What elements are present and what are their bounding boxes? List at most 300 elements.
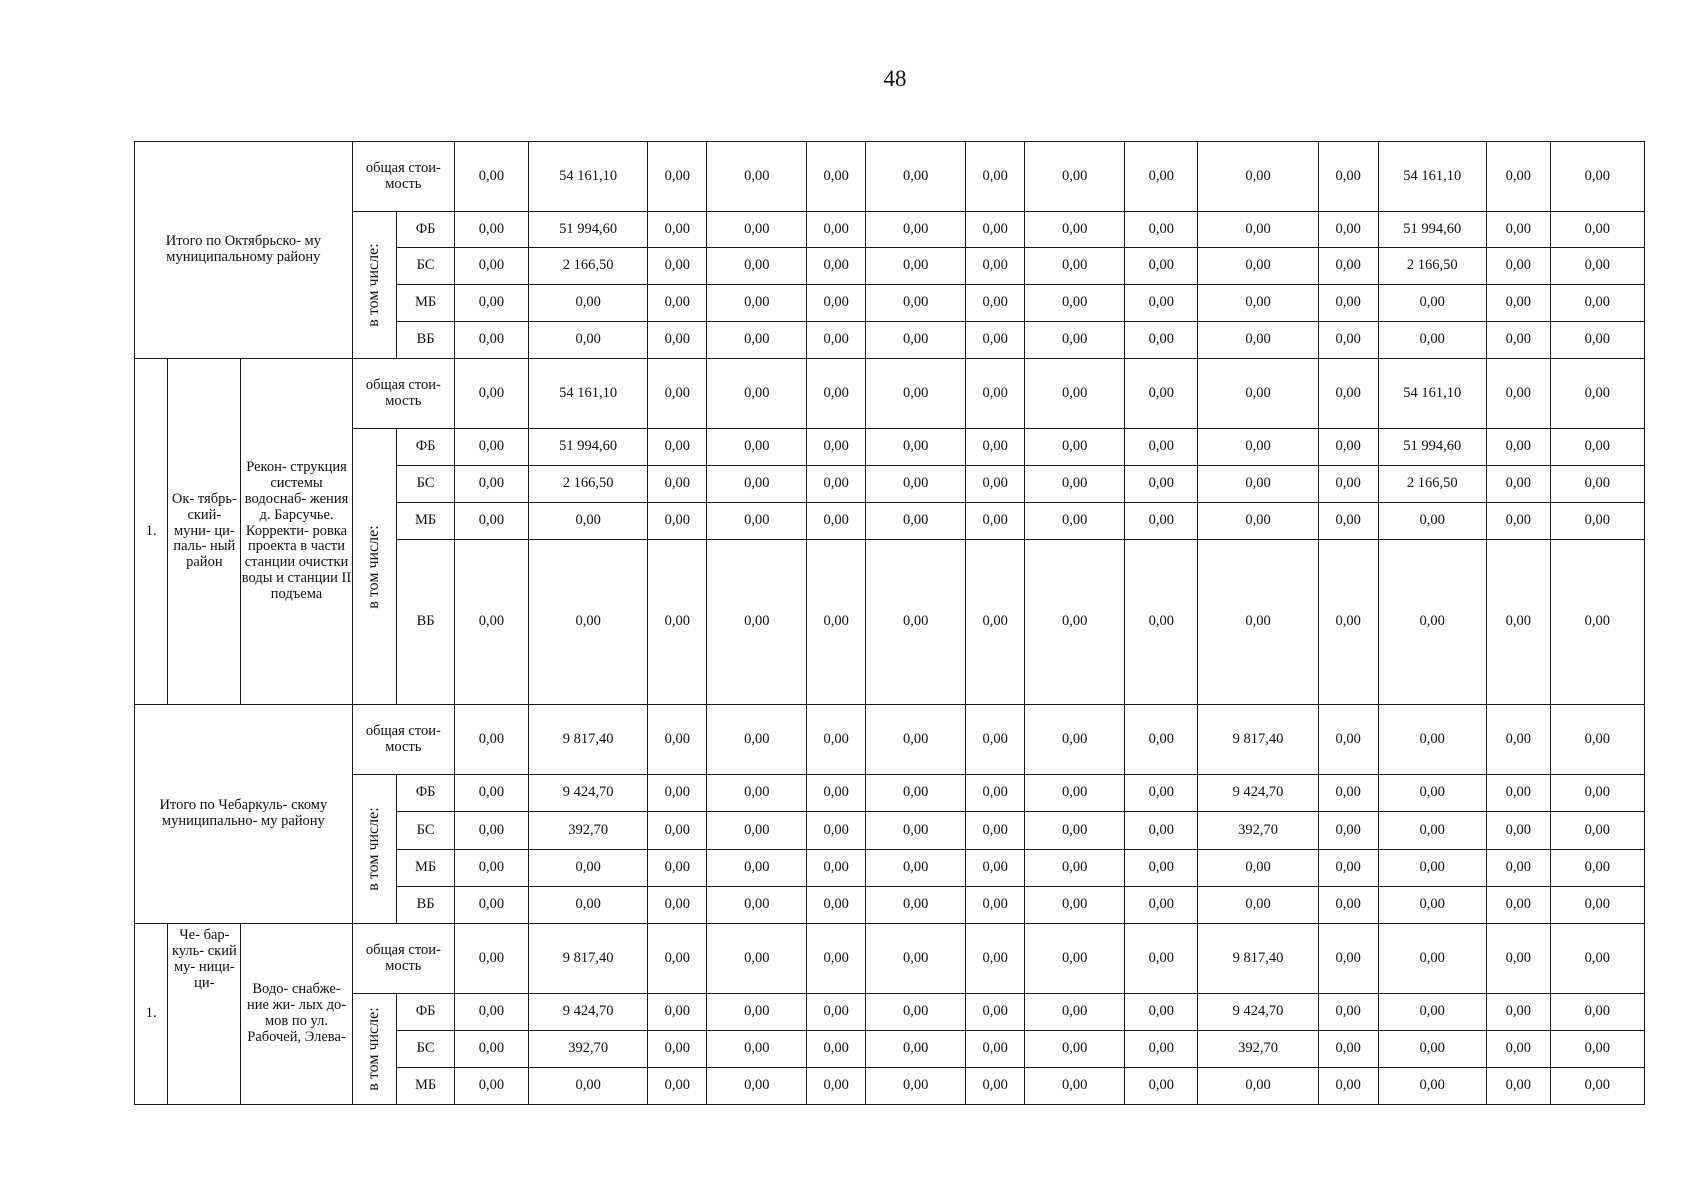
value-cell: 0,00 [1550,466,1644,503]
value-cell: 392,70 [528,1031,648,1068]
in-that-number-text: в том числе: [365,243,383,327]
in-that-number-text: в том числе: [365,524,383,609]
value-cell: 54 161,10 [528,359,648,429]
value-cell: 0,00 [1125,429,1198,466]
value-cell: 51 994,60 [1378,429,1486,466]
value-cell: 0,00 [1318,359,1378,429]
value-cell: 0,00 [528,887,648,924]
value-cell: 0,00 [707,429,807,466]
value-cell: 2 166,50 [528,248,648,285]
in-that-number-label [352,429,397,705]
value-cell: 0,00 [648,285,707,322]
value-cell: 0,00 [966,285,1025,322]
value-cell: 0,00 [1486,503,1550,540]
value-cell: 0,00 [648,775,707,812]
value-cell: 0,00 [1318,994,1378,1031]
value-cell: 0,00 [1486,705,1550,775]
value-cell: 0,00 [1378,1068,1486,1105]
value-cell: 0,00 [807,212,866,248]
value-cell: 0,00 [707,466,807,503]
value-cell: 54 161,10 [1378,142,1486,212]
total-cost-label: общая стои- мость [352,142,454,212]
value-cell: 0,00 [1486,212,1550,248]
value-cell: 0,00 [1125,705,1198,775]
value-cell: 0,00 [1550,1068,1644,1105]
page-number: 48 [883,66,907,91]
fund-label: ВБ [397,887,455,924]
value-cell: 0,00 [807,850,866,887]
value-cell: 0,00 [807,466,866,503]
value-cell: 0,00 [866,212,966,248]
value-cell: 0,00 [1198,359,1319,429]
value-cell: 0,00 [1318,1031,1378,1068]
value-cell: 0,00 [707,248,807,285]
value-cell: 0,00 [648,994,707,1031]
value-cell: 0,00 [807,1068,866,1105]
value-cell: 0,00 [966,924,1025,994]
in-that-number-text: в том числе: [365,1007,383,1091]
fund-label: МБ [397,1068,455,1105]
value-cell: 0,00 [866,466,966,503]
value-cell: 0,00 [807,540,866,705]
value-cell: 0,00 [1125,212,1198,248]
value-cell: 0,00 [1318,924,1378,994]
value-cell: 0,00 [454,248,528,285]
value-cell: 0,00 [1125,359,1198,429]
value-cell: 0,00 [1125,285,1198,322]
fund-label: ФБ [397,994,455,1031]
row-index: 1. [135,924,168,1105]
value-cell: 0,00 [454,887,528,924]
value-cell: 0,00 [866,994,966,1031]
value-cell: 0,00 [1486,359,1550,429]
value-cell: 0,00 [966,212,1025,248]
value-cell: 0,00 [1025,429,1125,466]
value-cell: 0,00 [1125,1031,1198,1068]
value-cell: 0,00 [707,924,807,994]
value-cell: 0,00 [648,359,707,429]
value-cell: 0,00 [1486,248,1550,285]
value-cell: 0,00 [1125,503,1198,540]
fund-label: МБ [397,850,455,887]
value-cell: 0,00 [1318,1068,1378,1105]
value-cell: 0,00 [807,887,866,924]
value-cell: 0,00 [648,1031,707,1068]
value-cell: 0,00 [1318,812,1378,850]
value-cell: 0,00 [648,1068,707,1105]
value-cell: 0,00 [966,850,1025,887]
value-cell: 0,00 [1125,142,1198,212]
table-row [135,359,1645,429]
value-cell: 0,00 [707,994,807,1031]
value-cell: 9 424,70 [1198,994,1319,1031]
value-cell: 0,00 [1025,994,1125,1031]
value-cell: 0,00 [1550,850,1644,887]
value-cell: 0,00 [454,850,528,887]
value-cell: 0,00 [1198,248,1319,285]
total-cost-label: общая стои- мость [352,705,454,775]
value-cell: 54 161,10 [528,142,648,212]
fund-label: ФБ [397,775,455,812]
value-cell: 392,70 [528,812,648,850]
value-cell: 0,00 [707,775,807,812]
value-cell: 0,00 [1378,705,1486,775]
table-body [135,142,1645,1105]
value-cell: 0,00 [1550,359,1644,429]
value-cell: 0,00 [966,503,1025,540]
value-cell: 0,00 [1378,887,1486,924]
value-cell: 0,00 [807,924,866,994]
value-cell: 0,00 [966,705,1025,775]
value-cell: 0,00 [1486,1068,1550,1105]
value-cell: 0,00 [1486,775,1550,812]
value-cell: 0,00 [966,359,1025,429]
fund-label: МБ [397,285,455,322]
value-cell: 0,00 [866,1068,966,1105]
value-cell: 0,00 [707,1031,807,1068]
value-cell: 0,00 [807,248,866,285]
value-cell: 0,00 [1318,248,1378,285]
fund-label: БС [397,248,455,285]
value-cell: 0,00 [1486,142,1550,212]
value-cell: 0,00 [1378,775,1486,812]
value-cell: 0,00 [1378,850,1486,887]
table-row [135,994,1645,1031]
value-cell: 0,00 [1550,924,1644,994]
value-cell: 0,00 [528,503,648,540]
value-cell: 9 817,40 [528,705,648,775]
value-cell: 0,00 [1318,503,1378,540]
table-row [135,429,1645,466]
value-cell: 0,00 [866,503,966,540]
value-cell: 0,00 [648,466,707,503]
value-cell: 0,00 [1486,994,1550,1031]
value-cell: 0,00 [707,212,807,248]
value-cell: 0,00 [1318,850,1378,887]
fund-label: ФБ [397,212,455,248]
value-cell: 0,00 [866,285,966,322]
value-cell: 0,00 [454,812,528,850]
value-cell: 0,00 [966,775,1025,812]
value-cell: 9 817,40 [1198,924,1319,994]
value-cell: 0,00 [1198,322,1319,359]
value-cell: 0,00 [1198,142,1319,212]
value-cell: 0,00 [1125,466,1198,503]
value-cell: 0,00 [1378,503,1486,540]
in-that-number-label [352,775,397,924]
value-cell: 0,00 [966,429,1025,466]
value-cell: 0,00 [1198,429,1319,466]
value-cell: 0,00 [1125,322,1198,359]
value-cell: 0,00 [866,705,966,775]
value-cell: 0,00 [648,924,707,994]
value-cell: 2 166,50 [1378,466,1486,503]
value-cell: 0,00 [807,775,866,812]
value-cell: 0,00 [707,850,807,887]
value-cell: 0,00 [1025,812,1125,850]
district-total-label: Итого по Октябрьско- му муниципальному району [135,142,353,359]
value-cell: 0,00 [648,142,707,212]
value-cell: 0,00 [1550,142,1644,212]
value-cell: 0,00 [454,322,528,359]
value-cell: 0,00 [454,466,528,503]
value-cell: 0,00 [1318,775,1378,812]
value-cell: 0,00 [707,1068,807,1105]
table-row [135,142,1645,212]
value-cell: 0,00 [648,887,707,924]
value-cell: 0,00 [528,1068,648,1105]
value-cell: 0,00 [1318,285,1378,322]
value-cell: 0,00 [807,503,866,540]
fund-label: БС [397,466,455,503]
value-cell: 0,00 [866,429,966,466]
value-cell: 0,00 [1378,812,1486,850]
value-cell: 0,00 [454,775,528,812]
value-cell: 0,00 [1550,1031,1644,1068]
value-cell: 0,00 [1486,887,1550,924]
value-cell: 0,00 [866,359,966,429]
value-cell: 0,00 [807,705,866,775]
value-cell: 0,00 [1125,1068,1198,1105]
value-cell: 0,00 [1318,705,1378,775]
value-cell: 0,00 [454,705,528,775]
value-cell: 0,00 [1025,466,1125,503]
value-cell: 0,00 [1486,1031,1550,1068]
value-cell: 0,00 [707,142,807,212]
value-cell: 0,00 [707,285,807,322]
value-cell: 9 424,70 [528,994,648,1031]
value-cell: 0,00 [1125,850,1198,887]
fund-label: БС [397,812,455,850]
value-cell: 0,00 [528,322,648,359]
value-cell: 0,00 [807,429,866,466]
value-cell: 0,00 [1025,248,1125,285]
value-cell: 9 424,70 [1198,775,1319,812]
total-cost-label: общая стои- мость [352,924,454,994]
value-cell: 0,00 [648,540,707,705]
value-cell: 0,00 [707,322,807,359]
value-cell: 0,00 [1025,850,1125,887]
value-cell: 0,00 [1378,994,1486,1031]
value-cell: 0,00 [1025,212,1125,248]
value-cell: 9 817,40 [528,924,648,994]
value-cell: 0,00 [1198,1068,1319,1105]
value-cell: 0,00 [1125,540,1198,705]
value-cell: 0,00 [1025,503,1125,540]
value-cell: 0,00 [1318,142,1378,212]
value-cell: 0,00 [1378,1031,1486,1068]
value-cell: 0,00 [966,1031,1025,1068]
value-cell: 0,00 [966,322,1025,359]
value-cell: 0,00 [1125,248,1198,285]
value-cell: 0,00 [1125,887,1198,924]
value-cell: 392,70 [1198,1031,1319,1068]
value-cell: 0,00 [648,248,707,285]
value-cell: 0,00 [807,142,866,212]
value-cell: 0,00 [966,248,1025,285]
district-total-label: Итого по Чебаркуль- скому муниципально- му району [135,705,353,924]
value-cell: 0,00 [1550,705,1644,775]
value-cell: 0,00 [1198,466,1319,503]
table-row [135,212,1645,248]
value-cell: 0,00 [1025,887,1125,924]
value-cell: 0,00 [1125,994,1198,1031]
value-cell: 0,00 [648,503,707,540]
value-cell: 0,00 [807,1031,866,1068]
value-cell: 0,00 [648,429,707,466]
value-cell: 0,00 [454,1031,528,1068]
value-cell: 0,00 [1486,322,1550,359]
value-cell: 51 994,60 [528,429,648,466]
value-cell: 0,00 [966,540,1025,705]
value-cell: 0,00 [1550,775,1644,812]
in-that-number-label [352,994,397,1105]
value-cell: 0,00 [454,540,528,705]
value-cell: 2 166,50 [1378,248,1486,285]
value-cell: 0,00 [454,212,528,248]
value-cell: 0,00 [866,775,966,812]
value-cell: 0,00 [1486,285,1550,322]
value-cell: 9 424,70 [528,775,648,812]
value-cell: 0,00 [1486,466,1550,503]
object-name: Рекон- струкция системы водоснаб- жения д. Барсучье. Корректи- ровка проекта в части станции очистки воды и станции II подъема [241,359,352,705]
value-cell: 0,00 [1550,248,1644,285]
fund-label: БС [397,1031,455,1068]
value-cell: 2 166,50 [528,466,648,503]
fund-label: ФБ [397,429,455,466]
budget-table [134,141,1645,1105]
value-cell: 0,00 [1025,540,1125,705]
value-cell: 0,00 [866,812,966,850]
value-cell: 0,00 [648,812,707,850]
value-cell: 0,00 [1550,212,1644,248]
value-cell: 0,00 [707,359,807,429]
value-cell: 392,70 [1198,812,1319,850]
municipality-name: Ок- тябрь- ский- муни- ци- паль- ный район [168,359,241,705]
value-cell: 0,00 [807,812,866,850]
value-cell: 0,00 [966,1068,1025,1105]
in-that-number-label [352,212,397,359]
value-cell: 0,00 [707,705,807,775]
object-name: Водо- снабже- ние жи- лых до- мов по ул. Рабочей, Элева- [241,924,352,1105]
value-cell: 0,00 [454,142,528,212]
value-cell: 0,00 [1550,503,1644,540]
value-cell: 0,00 [1550,322,1644,359]
value-cell: 0,00 [1550,429,1644,466]
value-cell: 0,00 [1025,142,1125,212]
value-cell: 0,00 [1550,285,1644,322]
value-cell: 9 817,40 [1198,705,1319,775]
value-cell: 0,00 [1025,775,1125,812]
value-cell: 0,00 [1486,850,1550,887]
value-cell: 0,00 [707,503,807,540]
value-cell: 0,00 [1318,887,1378,924]
value-cell: 0,00 [1378,285,1486,322]
value-cell: 0,00 [966,142,1025,212]
total-cost-label: общая стои- мость [352,359,454,429]
value-cell: 0,00 [1198,887,1319,924]
value-cell: 0,00 [1025,924,1125,994]
value-cell: 0,00 [966,466,1025,503]
value-cell: 0,00 [528,285,648,322]
value-cell: 0,00 [1125,775,1198,812]
value-cell: 0,00 [866,322,966,359]
fund-label: ВБ [397,540,455,705]
value-cell: 0,00 [1198,285,1319,322]
value-cell: 0,00 [1025,285,1125,322]
value-cell: 0,00 [866,248,966,285]
value-cell: 0,00 [866,142,966,212]
value-cell: 0,00 [454,994,528,1031]
value-cell: 0,00 [1025,1031,1125,1068]
value-cell: 0,00 [707,887,807,924]
value-cell: 0,00 [966,812,1025,850]
value-cell: 0,00 [707,540,807,705]
fund-label: МБ [397,503,455,540]
value-cell: 0,00 [1486,429,1550,466]
value-cell: 54 161,10 [1378,359,1486,429]
value-cell: 0,00 [807,359,866,429]
value-cell: 0,00 [1378,924,1486,994]
value-cell: 0,00 [1550,812,1644,850]
value-cell: 0,00 [1025,359,1125,429]
value-cell: 51 994,60 [528,212,648,248]
value-cell: 0,00 [1318,429,1378,466]
value-cell: 0,00 [1550,887,1644,924]
value-cell: 0,00 [528,850,648,887]
value-cell: 0,00 [807,994,866,1031]
fund-label: ВБ [397,322,455,359]
value-cell: 0,00 [1025,322,1125,359]
value-cell: 0,00 [454,429,528,466]
value-cell: 0,00 [648,322,707,359]
value-cell: 0,00 [807,285,866,322]
value-cell: 0,00 [707,812,807,850]
value-cell: 0,00 [1486,924,1550,994]
value-cell: 0,00 [1025,1068,1125,1105]
value-cell: 0,00 [866,540,966,705]
value-cell: 0,00 [454,503,528,540]
value-cell: 0,00 [1318,466,1378,503]
value-cell: 0,00 [1318,212,1378,248]
value-cell: 0,00 [966,994,1025,1031]
value-cell: 0,00 [1486,812,1550,850]
table-row [135,924,1645,994]
value-cell: 0,00 [648,850,707,887]
in-that-number-text: в том числе: [365,807,383,891]
value-cell: 0,00 [1550,540,1644,705]
value-cell: 51 994,60 [1378,212,1486,248]
value-cell: 0,00 [1125,812,1198,850]
value-cell: 0,00 [1318,322,1378,359]
table-row [135,705,1645,775]
value-cell: 0,00 [1198,850,1319,887]
value-cell: 0,00 [1198,212,1319,248]
value-cell: 0,00 [866,850,966,887]
value-cell: 0,00 [454,285,528,322]
value-cell: 0,00 [1198,503,1319,540]
value-cell: 0,00 [1125,924,1198,994]
value-cell: 0,00 [866,924,966,994]
value-cell: 0,00 [648,212,707,248]
table-row [135,775,1645,812]
value-cell: 0,00 [1198,540,1319,705]
value-cell: 0,00 [648,705,707,775]
value-cell: 0,00 [1378,540,1486,705]
value-cell: 0,00 [1378,322,1486,359]
value-cell: 0,00 [528,540,648,705]
municipality-name: Че- бар- куль- ский му- ници- ци- [168,924,241,1105]
